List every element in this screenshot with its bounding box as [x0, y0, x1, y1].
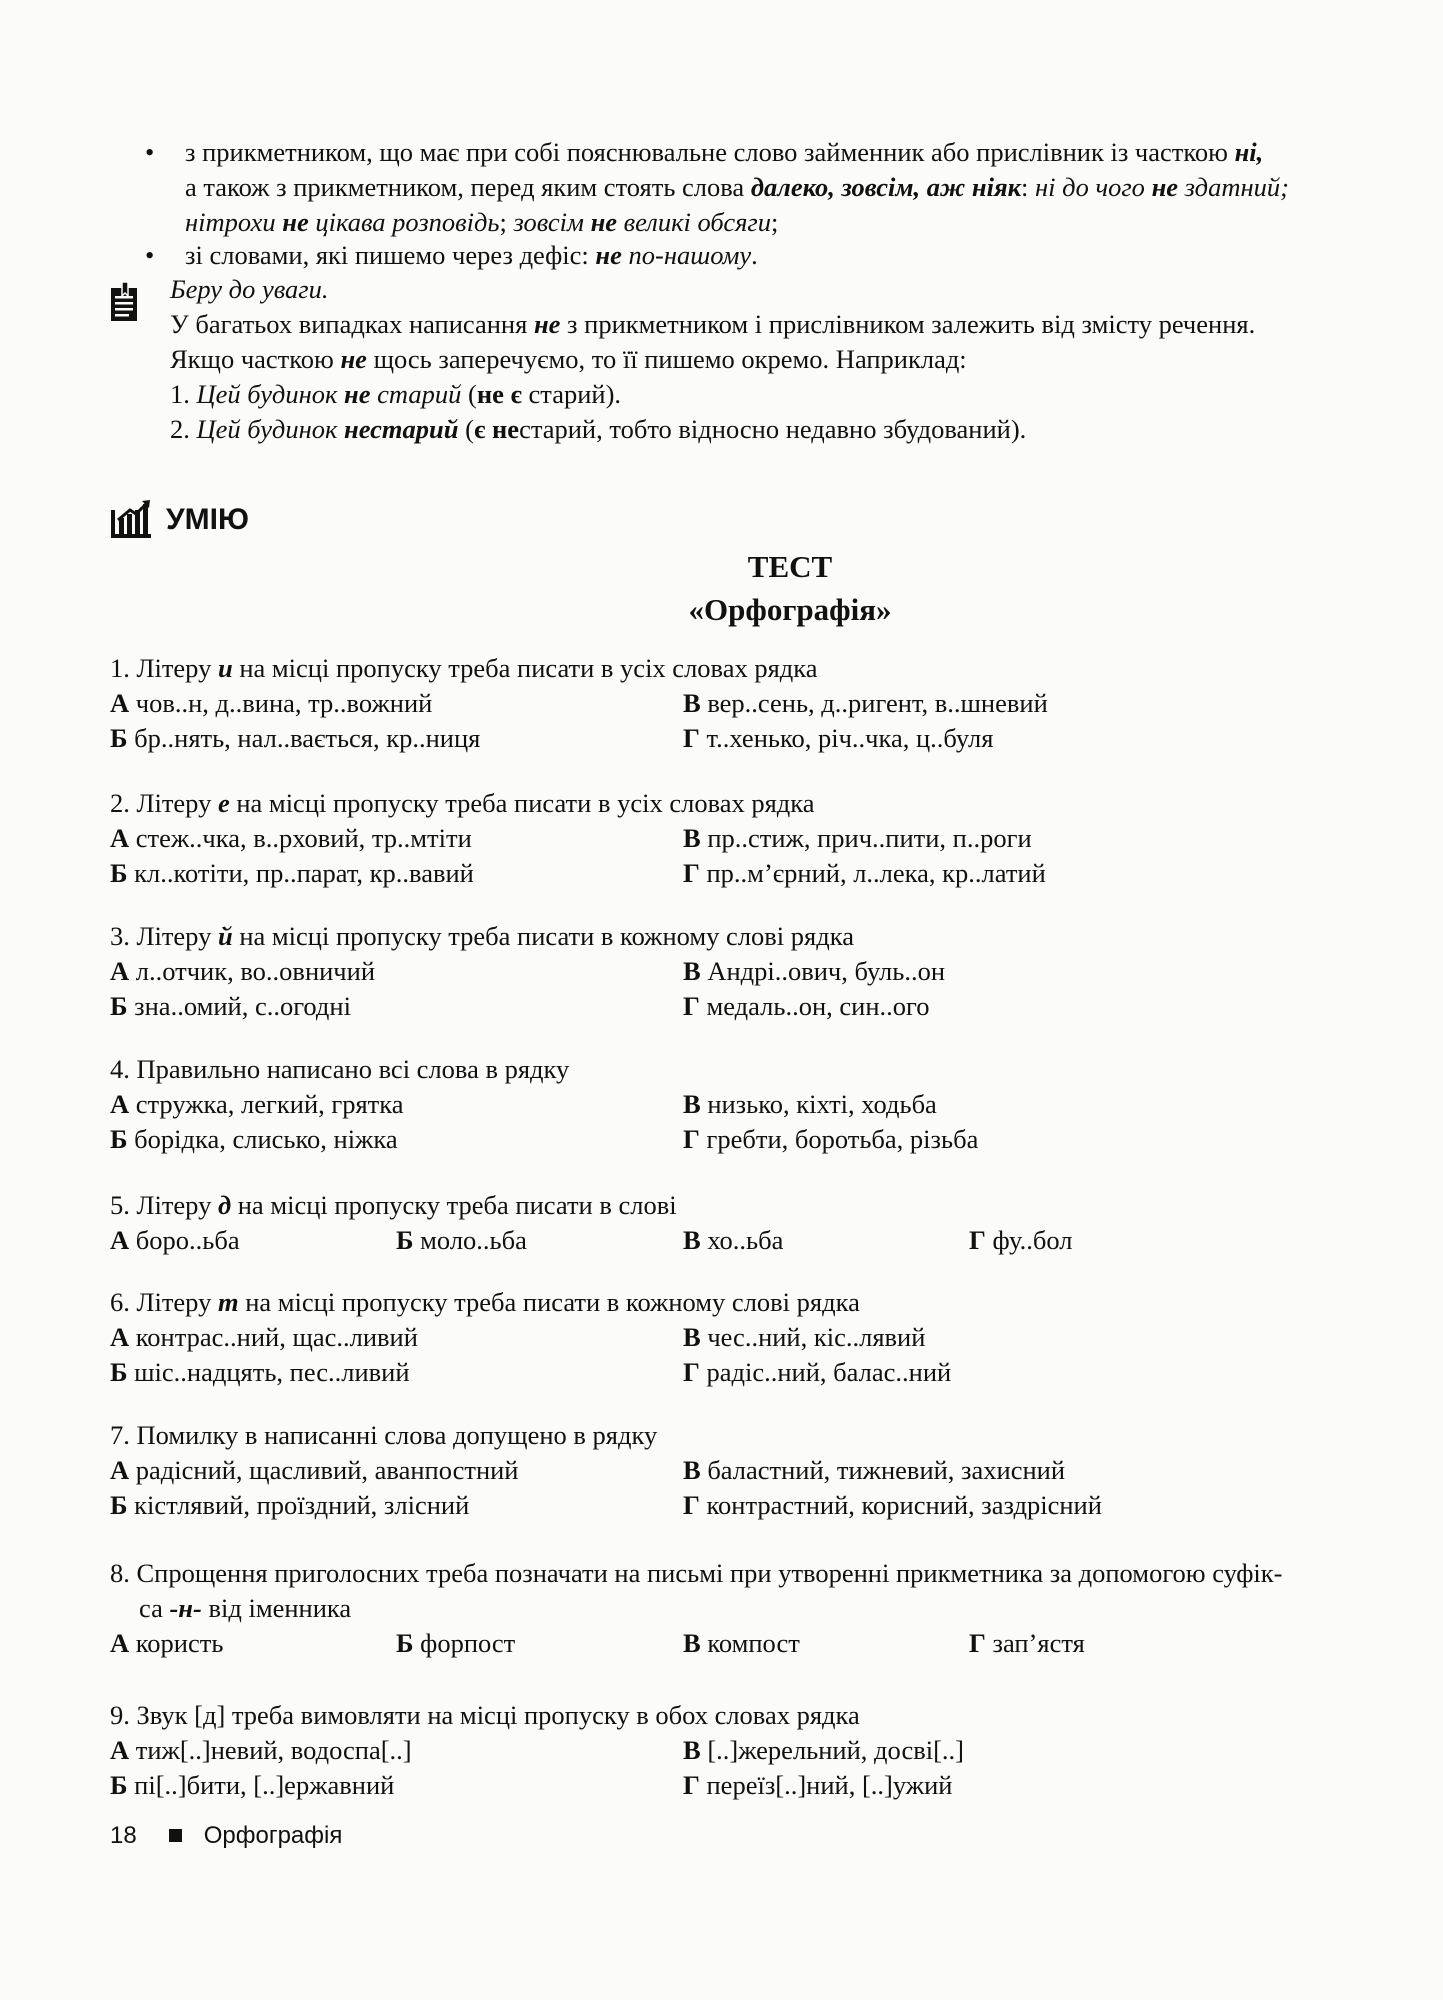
- bullet-text: з прикметником, що має при собі пояснювальне слово займенник або прислівник із часткою ні, а також з прикметником, перед яким стоять слова далеко, зовсім, аж ніяк: ні до чого не здатний; нітрохи не цікава розповідь; зовсім не великі обсяги;: [185, 137, 1289, 237]
- bullet-text: зі словами, які пишемо через дефіс: не по-нашому.: [185, 240, 758, 270]
- question-text: 4. Правильно написано всі слова в рядку: [110, 1054, 570, 1084]
- answer-option[interactable]: Г радіс..ний, балас..ний: [683, 1357, 952, 1387]
- answer-option[interactable]: А чов..н, д..вина, тр..вожний: [110, 688, 433, 718]
- section-heading: [110, 500, 249, 538]
- test-title: ТЕСТ: [747, 549, 833, 584]
- bullet-item: [145, 238, 1425, 273]
- answer-option[interactable]: Б форпост: [396, 1628, 516, 1658]
- question: [110, 786, 1410, 891]
- question-text: 5. Літеру д на місці пропуску треба писати в слові: [110, 1190, 677, 1220]
- notebook-icon: [110, 282, 140, 322]
- note-paragraph: У багатьох випадках написання не з прикметником і прислівником залежить від змісту речення.: [170, 309, 1256, 339]
- bullet-item: [145, 135, 1425, 240]
- answer-option[interactable]: Г контрастний, корисний, заздрісний: [683, 1490, 1102, 1520]
- answer-option[interactable]: В хо..ьба: [683, 1225, 784, 1255]
- answer-option[interactable]: В баластний, тижневий, захисний: [683, 1455, 1066, 1485]
- answer-option[interactable]: Г переїз[..]ний, [..]ужий: [683, 1770, 953, 1800]
- bullet-dot: •: [145, 240, 155, 270]
- page-footer: [110, 1818, 342, 1853]
- answer-option[interactable]: А контрас..ний, щас..ливий: [110, 1322, 418, 1352]
- answer-option[interactable]: Б моло..ьба: [396, 1225, 527, 1255]
- question: [110, 1556, 1410, 1661]
- question: [110, 1698, 1410, 1803]
- footer-section: Орфографія: [203, 1822, 343, 1849]
- answer-option[interactable]: Г гребти, боротьба, різьба: [683, 1124, 979, 1154]
- question: [110, 919, 1410, 1024]
- question: [110, 1052, 1410, 1157]
- answer-option[interactable]: В вер..сень, д..ригент, в..шневий: [683, 688, 1048, 718]
- question-text-continued: са -н- від іменника: [139, 1593, 352, 1623]
- section-label: УМІЮ: [166, 502, 249, 536]
- question-text: 3. Літеру й на місці пропуску треба писати в кожному слові рядка: [110, 921, 854, 951]
- answer-option[interactable]: Б шіс..надцять, пес..ливий: [110, 1357, 410, 1387]
- test-subtitle: «Орфографія»: [688, 592, 892, 627]
- answer-option[interactable]: А стеж..чка, в..рховий, тр..мтіти: [110, 823, 472, 853]
- test-title-block: [0, 545, 1443, 631]
- note-paragraph: Якщо часткою не щось заперечуємо, то її пишемо окремо. Наприклад:: [170, 344, 967, 374]
- question-text: 8. Спрощення приголосних треба позначати на письмі при утворенні прикметника за допомогою суфік-: [110, 1558, 1283, 1588]
- answer-option[interactable]: Б борідка, слисько, ніжка: [110, 1124, 398, 1154]
- bullet-dot: •: [145, 137, 155, 167]
- answer-option[interactable]: Г фу..бол: [969, 1225, 1073, 1255]
- answer-option[interactable]: Б бр..нять, нал..вається, кр..ниця: [110, 723, 481, 753]
- question-text: 7. Помилку в написанні слова допущено в рядку: [110, 1420, 658, 1450]
- answer-option[interactable]: Б зна..омий, с..огодні: [110, 991, 351, 1021]
- square-bullet-icon: [169, 1829, 182, 1842]
- question: [110, 1418, 1410, 1523]
- page-number: 18: [110, 1822, 137, 1849]
- answer-option[interactable]: А радісний, щасливий, аванпостний: [110, 1455, 519, 1485]
- answer-option[interactable]: В пр..стиж, прич..пити, п..роги: [683, 823, 1032, 853]
- chart-icon: [110, 500, 152, 538]
- question: [110, 1188, 1410, 1258]
- answer-option[interactable]: Б кістлявий, проїздний, злісний: [110, 1490, 470, 1520]
- answer-option[interactable]: А стружка, легкий, грятка: [110, 1089, 404, 1119]
- answer-option[interactable]: В чес..ний, кіс..лявий: [683, 1322, 926, 1352]
- note-example: 2. Цей будинок нестарий (є нестарий, тобто відносно недавно збудований).: [170, 414, 1027, 444]
- answer-option[interactable]: В низько, кіхті, ходьба: [683, 1089, 937, 1119]
- answer-option[interactable]: А тиж[..]невий, водоспа[..]: [110, 1735, 412, 1765]
- answer-option[interactable]: В Андрі..ович, буль..он: [683, 956, 946, 986]
- question: [110, 651, 1410, 756]
- question-text: 2. Літеру е на місці пропуску треба писати в усіх словах рядка: [110, 788, 815, 818]
- answer-option[interactable]: Г т..хенько, річ..чка, ц..буля: [683, 723, 994, 753]
- answer-option[interactable]: Г зап’ястя: [969, 1628, 1085, 1658]
- answer-option[interactable]: В [..]жерельний, досві[..]: [683, 1735, 964, 1765]
- answer-option[interactable]: Б пі[..]бити, [..]ержавний: [110, 1770, 395, 1800]
- answer-option[interactable]: Г пр..м’єрний, л..лека, кр..латий: [683, 858, 1046, 888]
- answer-option[interactable]: А користь: [110, 1628, 224, 1658]
- answer-option[interactable]: В компост: [683, 1628, 800, 1658]
- question-text: 1. Літеру и на місці пропуску треба писати в усіх словах рядка: [110, 653, 818, 683]
- answer-option[interactable]: А л..отчик, во..овничий: [110, 956, 376, 986]
- note-title: Беру до уваги.: [170, 274, 329, 304]
- question: [110, 1285, 1410, 1390]
- answer-option[interactable]: Г медаль..он, син..ого: [683, 991, 930, 1021]
- answer-option[interactable]: Б кл..котіти, пр..парат, кр..вавий: [110, 858, 474, 888]
- note-example: 1. Цей будинок не старий (не є старий).: [170, 379, 622, 409]
- answer-option[interactable]: А боро..ьба: [110, 1225, 240, 1255]
- question-text: 6. Літеру т на місці пропуску треба писати в кожному слові рядка: [110, 1287, 860, 1317]
- question-text: 9. Звук [д] треба вимовляти на місці пропуску в обох словах рядка: [110, 1700, 860, 1730]
- note-block: [170, 272, 1400, 447]
